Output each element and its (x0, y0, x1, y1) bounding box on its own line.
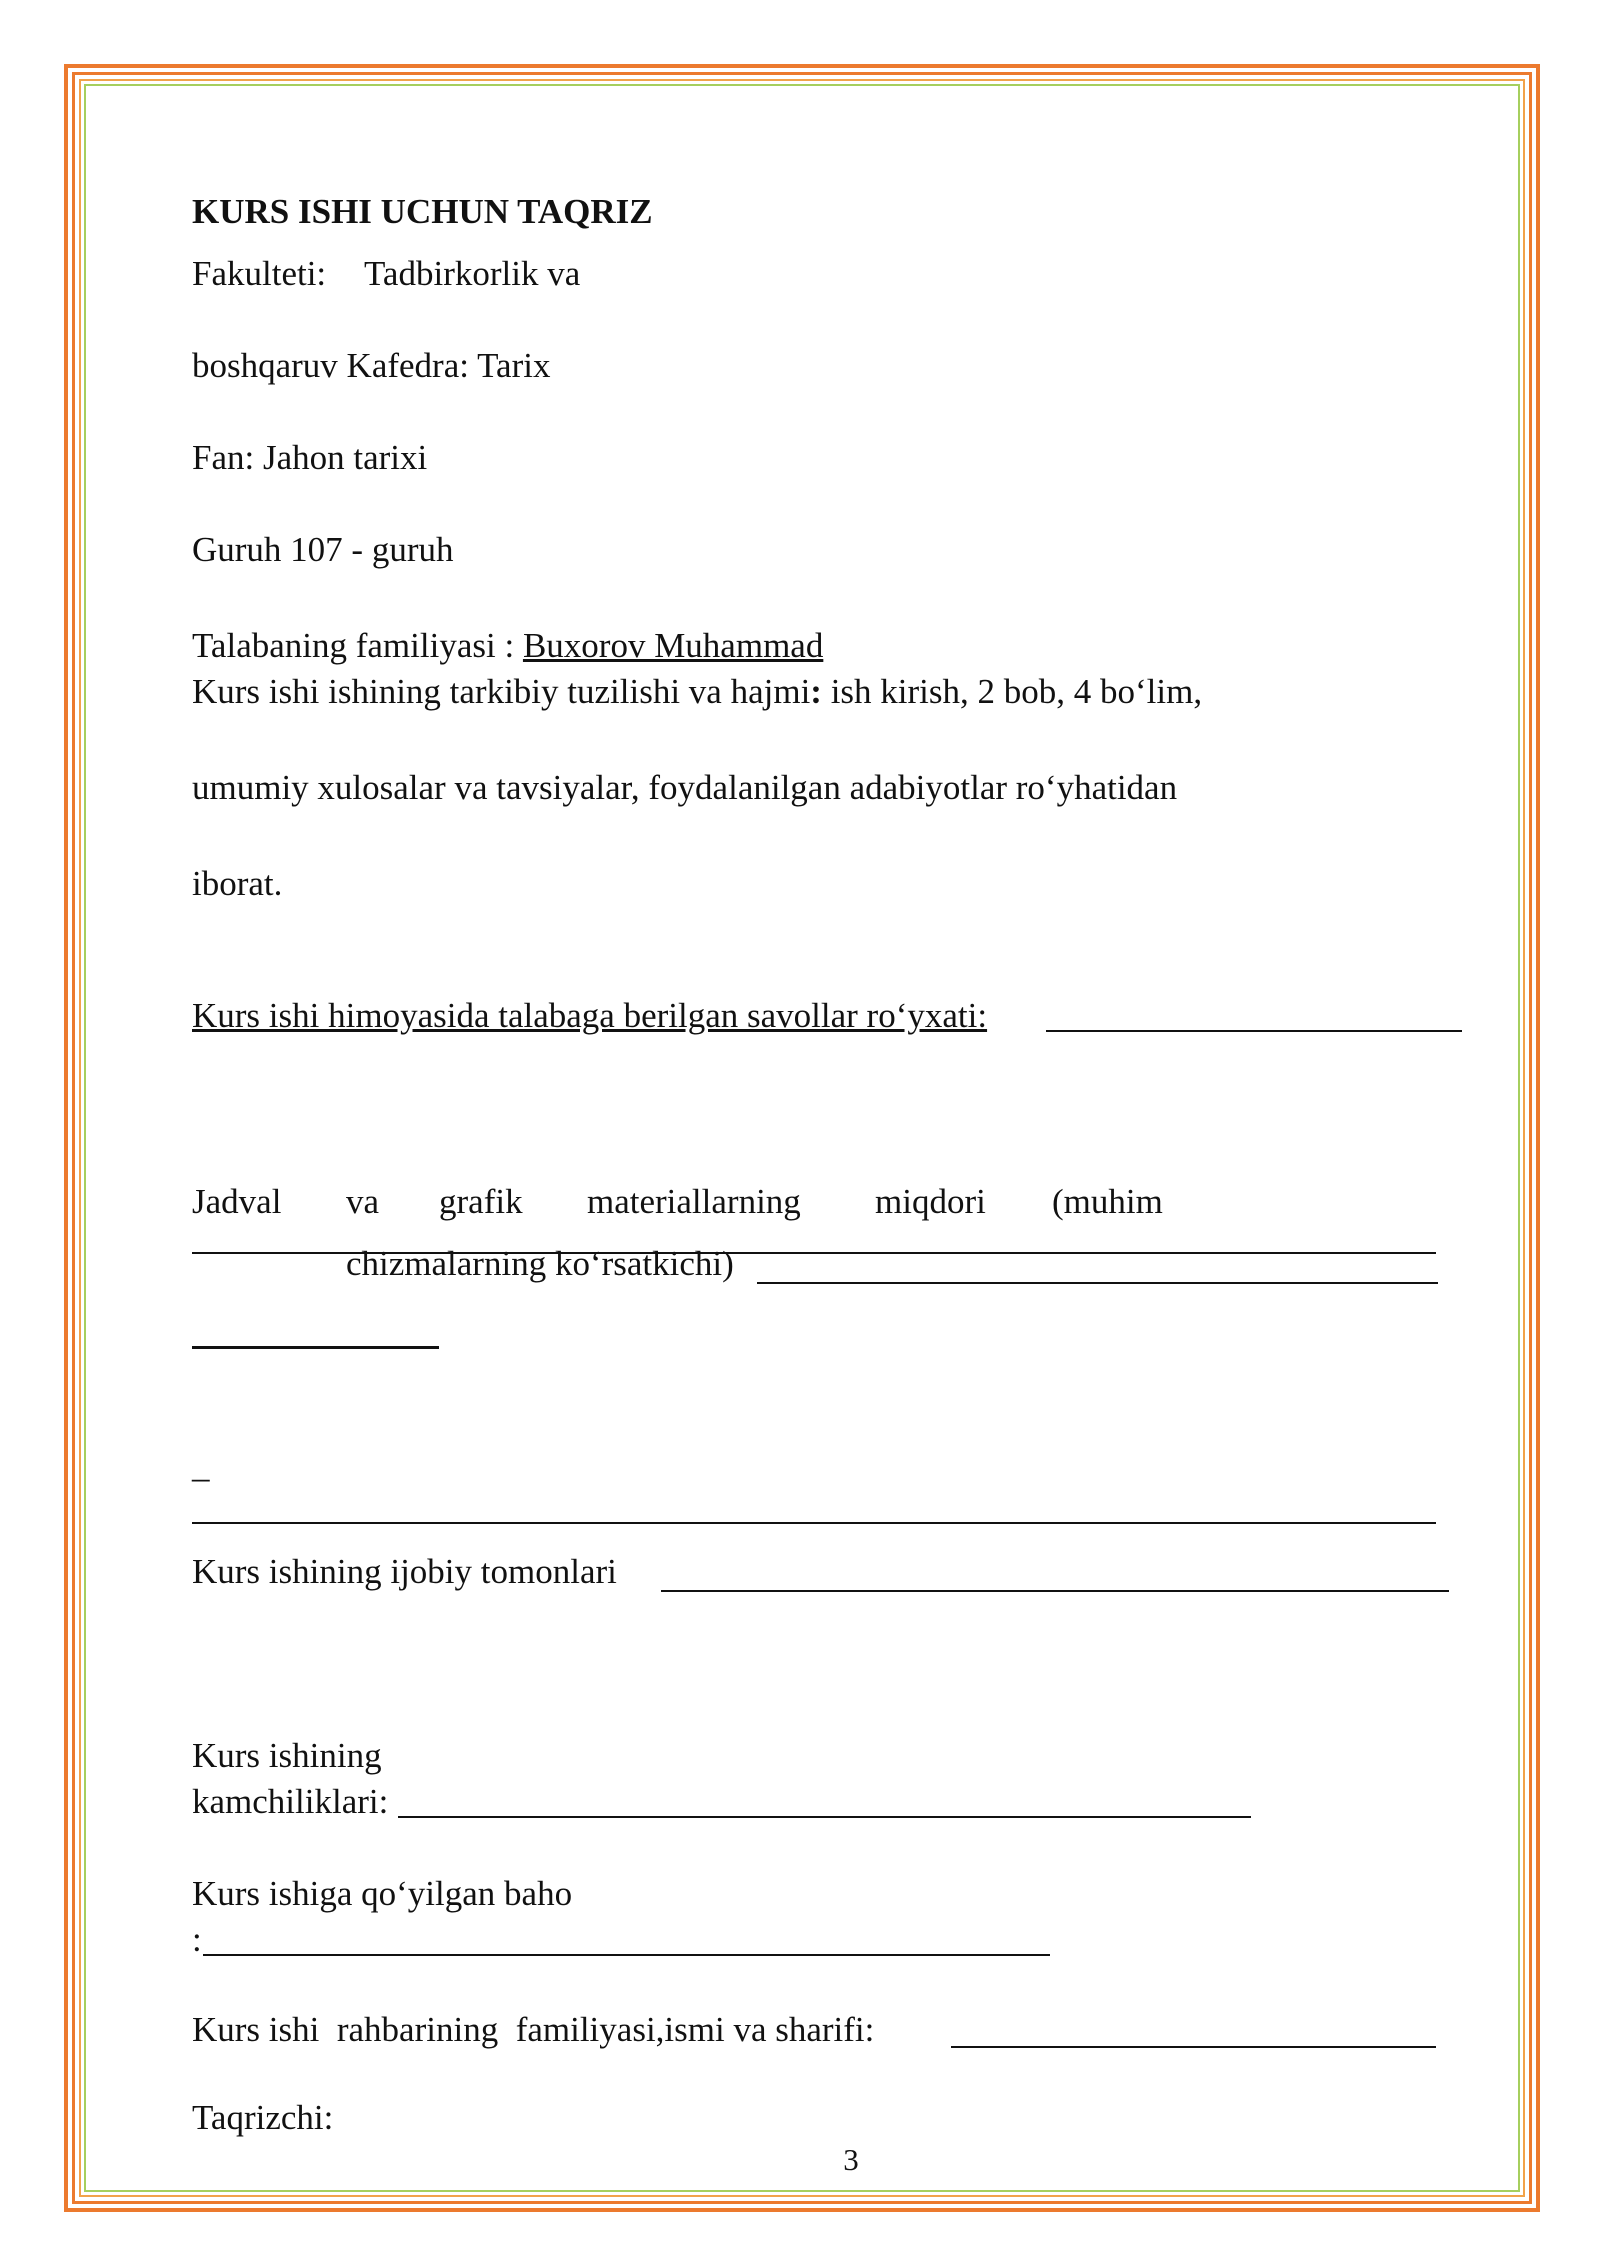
shortcomings-label-2: kamchiliklari: (192, 1782, 389, 1821)
structure-line-3: iborat. (192, 864, 283, 903)
faculty-label: Fakulteti: (192, 254, 327, 293)
structure-line-1 (192, 672, 1202, 712)
tables-word-4: materiallarning (587, 1182, 801, 1221)
student-name: Buxorov Muhammad (522, 626, 824, 665)
structure-line-2: umumiy xulosalar va tavsiyalar, foydalanilgan adabiyotlar ro‘yhatidan (192, 768, 1178, 807)
questions-blank-line (1046, 1030, 1462, 1032)
student-name-line (192, 626, 823, 666)
page-number: 3 (843, 2142, 859, 2177)
faculty-value: Tadbirkorlik va (364, 254, 581, 293)
tables-word-6: (muhim (1052, 1182, 1163, 1221)
subject-line: Fan: Jahon tarixi (192, 438, 428, 477)
faculty-department: boshqaruv Kafedra: Tarix (192, 346, 551, 385)
tables-continuation: chizmalarning ko‘rsatkichi) (346, 1244, 734, 1283)
tables-word-1: Jadval (192, 1182, 282, 1221)
supervisor-label: Kurs ishi rahbarining familiyasi,ismi va sharifi: (192, 2010, 875, 2049)
tables-blank-line-2 (757, 1282, 1438, 1284)
reviewer-label: Taqrizchi: (192, 2098, 334, 2137)
tables-blank-line-3 (192, 1346, 439, 1349)
grade-blank-line (203, 1954, 1050, 1956)
tables-word-5: miqdori (875, 1182, 986, 1221)
document-title: KURS ISHI UCHUN TAQRIZ (192, 192, 653, 231)
blank-line-4 (192, 1522, 1436, 1524)
tables-word-3: grafik (439, 1182, 523, 1221)
positive-blank-line (661, 1590, 1449, 1592)
tables-word-2: va (346, 1182, 380, 1221)
questions-label: Kurs ishi himoyasida talabaga berilgan savollar ro‘yxati: (192, 996, 988, 1035)
positive-label: Kurs ishining ijobiy tomonlari (192, 1552, 617, 1591)
structure-value: ish kirish, 2 bob, 4 bo‘lim, (830, 672, 1203, 711)
grade-colon: : (192, 1920, 202, 1959)
group-line: Guruh 107 - guruh (192, 530, 454, 569)
student-label: Talabaning familiyasi : (192, 626, 523, 665)
structure-colon: : (810, 672, 822, 711)
grade-label: Kurs ishiga qo‘yilgan baho (192, 1874, 573, 1913)
shortcomings-label-1: Kurs ishining (192, 1736, 382, 1775)
supervisor-blank-line (951, 2046, 1436, 2048)
dash-mark: _ (192, 1446, 210, 1485)
structure-label: Kurs ishi ishining tarkibiy tuzilishi va hajmi (192, 672, 811, 711)
shortcomings-blank-line (398, 1816, 1251, 1818)
